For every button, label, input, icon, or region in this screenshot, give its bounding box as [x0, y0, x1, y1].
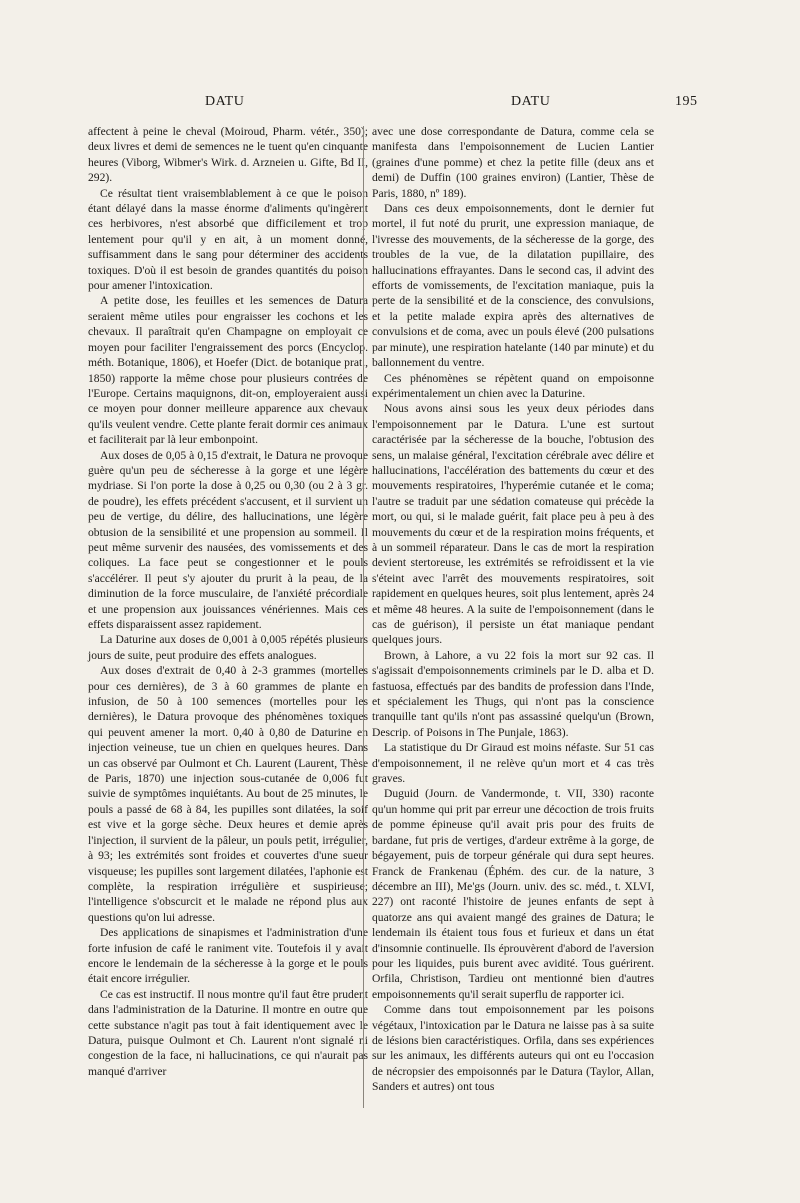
paragraph: Ces phénomènes se répètent quand on empoisonne expérimentalement un chien avec la Daturine.	[372, 371, 654, 400]
paragraph: A petite dose, les feuilles et les semences de Datura seraient même utiles pour engraisser les cochons et les chevaux. Il paraîtrait qu'en Champagne on employait ce moyen pour faciliter l'engraissement des porcs (Encyclop. méth. Botanique, 1806), et Hoefer (Dict. de botanique prat., 1850) rapporte la même chose pour plusieurs contrées de l'Europe. Certains maquignons, dit-on, employeraient aussi ce moyen pour donner meilleure apparence aux chevaux qu'ils veulent vendre. Cette plante ferait dormir ces animaux et faciliterait par là leur embonpoint.	[88, 294, 368, 447]
paragraph: Ce résultat tient vraisemblablement à ce que le poison étant délayé dans la masse énorme d'aliments qu'ingèrent ces herbivores, n'est absorbé que difficilement et trop lentement pour qu'il y en ait, à un moment donné, suffisamment dans le sang pour déterminer des accidents toxiques. D'où il est besoin de grandes quantités du poison pour amener l'intoxication.	[88, 186, 368, 293]
paragraph: Aux doses d'extrait de 0,40 à 2-3 grammes (mortelles pour ces dernières), de 3 à 60 grammes de plante en infusion, de 50 à 100 semences (mortelles pour les dernières), le Datura provoque des phénomènes toxiques qui peuvent amener la mort. 0,40 à 0,80 de Daturine en injection veineuse, tue un chien en quelques heures. Dans un cas observé par Oulmont et Ch. Laurent (Laurent, Thèse de Paris, 1870) une injection sous-cutanée de 0,006 fut suivie de symptômes inquiétants. Au bout de 25 minutes, le pouls a passé de 68 à 84, les pupilles sont dilatées, la soif est vive et la gorge sèche. Deux heures et demie après l'injection, il survient de la pâleur, un pouls petit, irrégulier, à 93; les extrémités sont froides et couvertes d'une sueur visqueuse; les pupilles sont largement dilatées, l'aphonie est complète, la respiration irrégulière et suspirieuse; l'intelligence s'obscurcit et le malade ne répond plus aux questions qu'on lui adresse.	[88, 664, 368, 924]
header-right-word: DATU	[511, 94, 551, 109]
column-divider	[363, 126, 364, 1108]
running-header	[0, 94, 800, 116]
paragraph: Aux doses de 0,05 à 0,15 d'extrait, le Datura ne provoque guère qu'un peu de sécheresse à la gorge et une légère mydriase. Si l'on porte la dose à 0,25 ou 0,30 (ou 2 à 3 gr. de poudre), les effets précédent s'accusent, et il survient un peu de vertige, du délire, des hallucinations, une légère obtusion de la sensibilité et une propension au sommeil. Il peut même survenir des nausées, des vomissements et des coliques. La face peut se congestionner et le pouls s'accélérer. Il peut s'y ajouter du prurit à la peau, de la diminution de la force musculaire, de l'anxiété précordiale et une propension aux jouissances vénériennes. Mais ces effets disparaissent assez rapidement.	[88, 448, 368, 631]
paragraph: affectent à peine le cheval (Moiroud, Pharm. vétér., 350); deux livres et demi de semences ne le tuent qu'en cinquante heures (Viborg, Wibmer's Wirk. d. Arzneien u. Gifte, Bd II, 292).	[88, 125, 368, 185]
paragraph: Nous avons ainsi sous les yeux deux périodes dans l'empoisonnement par le Datura. L'une est surtout caractérisée par la sécheresse de la bouche, l'obtusion des sens, un malaise général, l'excitation cérébrale avec délire et hallucinations, l'accélération des battements du cœur et des mouvements respiratoires, l'hyperémie cutanée et le coma; l'autre se traduit par une sédation comateuse qui précède la mort, ou qui, si le malade guérit, fait place peu à peu à des mouvements du cœur et de la respiration moins fréquents, et à un sommeil réparateur. Dans le cas de mort la respiration devient stertoreuse, les extrémités se refroidissent et la vie s'éteint avec l'arrêt des mouvements respiratoires, soit rapidement en quelques heures, soit plus lentement, après 24 et même 48 heures. A la suite de l'empoisonnement (dans le cas de guérison), il persiste un état maniaque pendant quelques jours.	[372, 402, 654, 647]
header-left-word: DATU	[205, 94, 245, 109]
paragraph: Duguid (Journ. de Vandermonde, t. VII, 330) raconte qu'un homme qui prit par erreur une décoction de trois fruits de pomme épineuse qu'il avait pris pour des fruits de bardane, fut pris de vertiges, d'ardeur extrême à la gorge, de bégayement, puis de torpeur générale qui dura sept heures. Franck de Frankenau (Éphém. des cur. de la nature, 3 décembre an III), Me'gs (Journ. univ. des sc. méd., t. XLVI, 227) ont raconté l'histoire de jeunes enfants de sept à quatorze ans qui avaient mangé des graines de Datura; le lendemain ils étaient tous fous et furieux et dans un état d'insomnie continuelle. Ils éprouvèrent d'abord de l'aversion pour les liquides, puis burent avec avidité. Tous guérirent. Orfila, Christison, Tardieu ont mentionné bien d'autres empoisonnements qu'il serait superflu de rapporter ici.	[372, 787, 654, 1001]
paragraph: avec une dose correspondante de Datura, comme cela se manifesta dans l'empoisonnement de Lucien Lantier (graines d'une pomme) et chez la petite fille (deux ans et demi) de Duffin (100 graines environ) (Lantier, Thèse de Paris, 1880, nº 189).	[372, 125, 654, 200]
paragraph: Comme dans tout empoisonnement par les poisons végétaux, l'intoxication par le Datura ne laisse pas à sa suite de lésions bien caractéristiques. Orfila, dans ses expériences sur les animaux, les différents auteurs qui ont eu l'occasion de nécropsier des empoisonnés par le Datura (Taylor, Allan, Sanders et autres) ont tous	[372, 1003, 654, 1094]
paragraph: La Daturine aux doses de 0,001 à 0,005 répétés plusieurs jours de suite, peut produire des effets analogues.	[88, 633, 368, 662]
paragraph: Ce cas est instructif. Il nous montre qu'il faut être prudent dans l'administration de la Daturine. Il montre en outre que cette substance n'agit pas tout à fait identiquement avec le Datura, puisque Oulmont et Ch. Laurent n'ont signalé ni congestion de la face, ni hallucinations, ce qui n'aurait pas manqué d'arriver	[88, 987, 368, 1078]
paragraph: Des applications de sinapismes et l'administration d'une forte infusion de café le raniment vite. Toutefois il y avait encore le lendemain de la sécheresse à la gorge et le pouls était encore irrégulier.	[88, 926, 368, 986]
left-text-column	[88, 124, 368, 1079]
paragraph: La statistique du Dr Giraud est moins néfaste. Sur 51 cas d'empoisonnement, il ne relève qu'un mort et 4 cas très graves.	[372, 741, 654, 786]
page-number: 195	[675, 94, 698, 109]
right-text-column	[372, 124, 654, 1095]
paragraph: Brown, à Lahore, a vu 22 fois la mort sur 92 cas. Il s'agissait d'empoisonnements criminels par le D. alba et D. fastuosa, effectués par des bandits de profession dans l'Inde, et spécialement les Thugs, qui n'ont pas la conscience tranquille tant qu'ils n'ont pas assassiné quelqu'un (Brown, Descrip. of Poisons in The Punjale, 1863).	[372, 648, 654, 739]
paragraph: Dans ces deux empoisonnements, dont le dernier fut mortel, il fut noté du prurit, une expression maniaque, de l'ivresse des mouvements, de la sécheresse de la gorge, des troubles de la vue, de la dilatation pupillaire, des hallucinations effrayantes. Dans le second cas, il advint des efforts de vomissements, de l'excitation maniaque, puis la perte de la sensibilité et de la conscience, des convulsions, et la petite malade expira après des alternatives de convulsions et de coma, avec un pouls élevé (200 pulsations par minute), une respiration hatelante (140 par minute) et du ballonnement du ventre.	[372, 202, 654, 370]
